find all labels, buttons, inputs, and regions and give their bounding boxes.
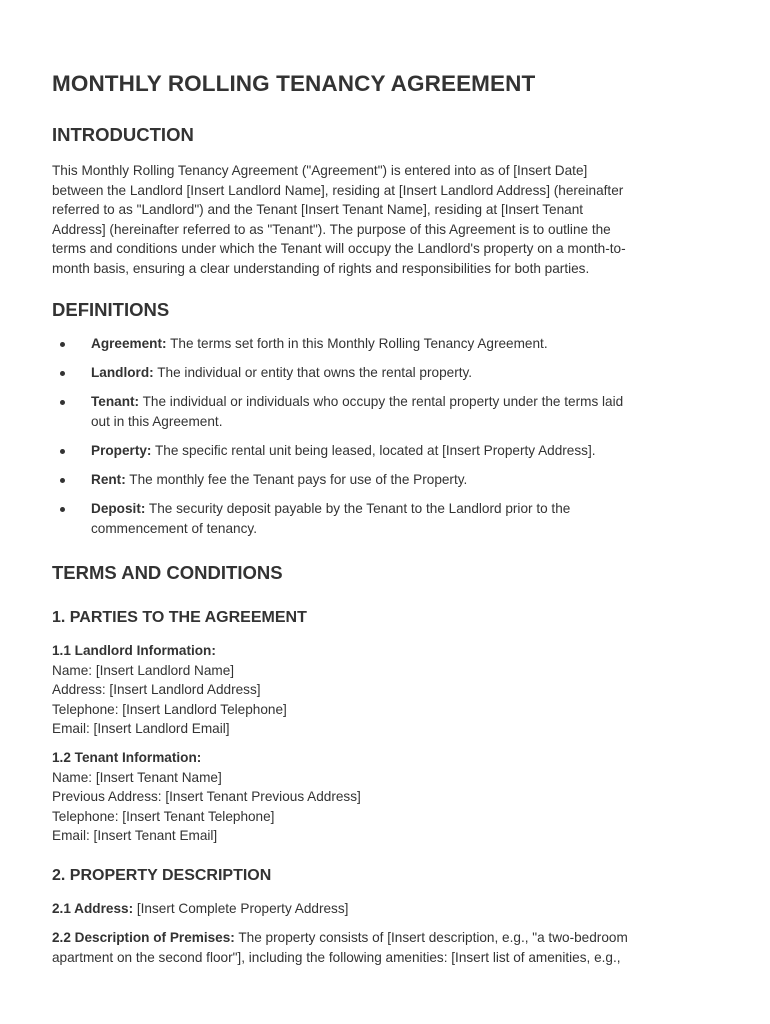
introduction-line: referred to as "Landlord") and the Tenant [Insert Tenant Name], residing at [Insert Tenant [52, 202, 584, 218]
tenant-telephone: Telephone: [Insert Tenant Telephone] [52, 808, 275, 824]
bullet-icon [60, 400, 65, 405]
terms-heading: TERMS AND CONDITIONS [52, 562, 283, 583]
tenant-name: Name: [Insert Tenant Name] [52, 769, 222, 785]
premises-description-text: apartment on the second floor"], including the following amenities: [Insert list of amenities, e.g., [52, 949, 621, 965]
definition-term: Property: [91, 443, 152, 458]
definition-text: out in this Agreement. [91, 413, 223, 429]
property-address-label: 2.1 Address: [52, 901, 134, 916]
definition-term: Rent: [91, 472, 126, 487]
landlord-name: Name: [Insert Landlord Name] [52, 662, 235, 678]
definition-term: Deposit: [91, 501, 146, 516]
definition-text: The monthly fee the Tenant pays for use of the Property. [129, 472, 468, 487]
landlord-address: Address: [Insert Landlord Address] [52, 682, 261, 698]
definition-text: The individual or individuals who occupy the rental property under the terms laid [142, 394, 624, 409]
definition-text: The specific rental unit being leased, located at [Insert Property Address]. [154, 443, 596, 458]
property-address [52, 899, 348, 919]
section-2-heading: 2. PROPERTY DESCRIPTION [52, 867, 272, 884]
tenant-previous-address: Previous Address: [Insert Tenant Previous Address] [52, 789, 361, 805]
bullet-icon [60, 342, 65, 347]
tenant-information [52, 748, 361, 846]
definition-text: The individual or entity that owns the rental property. [157, 365, 473, 380]
definition-term: Tenant: [91, 394, 140, 409]
bullet-icon [60, 507, 65, 512]
definition-term: Landlord: [91, 365, 154, 380]
landlord-information-heading: 1.1 Landlord Information: [52, 643, 216, 658]
document-title: MONTHLY ROLLING TENANCY AGREEMENT [52, 71, 536, 96]
definition-text: The terms set forth in this Monthly Rolling Tenancy Agreement. [170, 336, 548, 351]
definition-text: commencement of tenancy. [91, 520, 257, 536]
tenant-information-heading: 1.2 Tenant Information: [52, 750, 202, 765]
premises-description [52, 928, 628, 967]
introduction-line: This Monthly Rolling Tenancy Agreement ("Agreement") is entered into as of [Insert Date] [52, 163, 588, 178]
property-address-value: [Insert Complete Property Address] [133, 901, 349, 916]
premises-description-text: The property consists of [Insert description, e.g., "a two-bedroom [234, 930, 628, 945]
landlord-information [52, 641, 287, 739]
bullet-icon [60, 371, 65, 376]
definition-text: The security deposit payable by the Tenant to the Landlord prior to the [148, 501, 571, 516]
definitions-heading: DEFINITIONS [52, 299, 170, 320]
bullet-icon [60, 478, 65, 483]
introduction-line: month basis, ensuring a clear understanding of rights and responsibilities for both parties. [52, 260, 590, 276]
introduction-line: between the Landlord [Insert Landlord Name], residing at [Insert Landlord Address] (hereinafter [52, 182, 624, 198]
landlord-telephone: Telephone: [Insert Landlord Telephone] [52, 701, 287, 717]
section-1-heading: 1. PARTIES TO THE AGREEMENT [52, 609, 307, 626]
bullet-icon [60, 449, 65, 454]
definition-term: Agreement: [91, 336, 167, 351]
tenant-email: Email: [Insert Tenant Email] [52, 828, 218, 844]
introduction-heading: INTRODUCTION [52, 124, 194, 145]
introduction-paragraph [52, 161, 702, 279]
introduction-line: terms and conditions under which the Tenant will occupy the Landlord's property on a month-to- [52, 241, 626, 257]
landlord-email: Email: [Insert Landlord Email] [52, 721, 230, 737]
introduction-line: Address] (hereinafter referred to as "Tenant"). The purpose of this Agreement is to outline the [52, 221, 611, 237]
premises-description-label: 2.2 Description of Premises: [52, 930, 235, 945]
